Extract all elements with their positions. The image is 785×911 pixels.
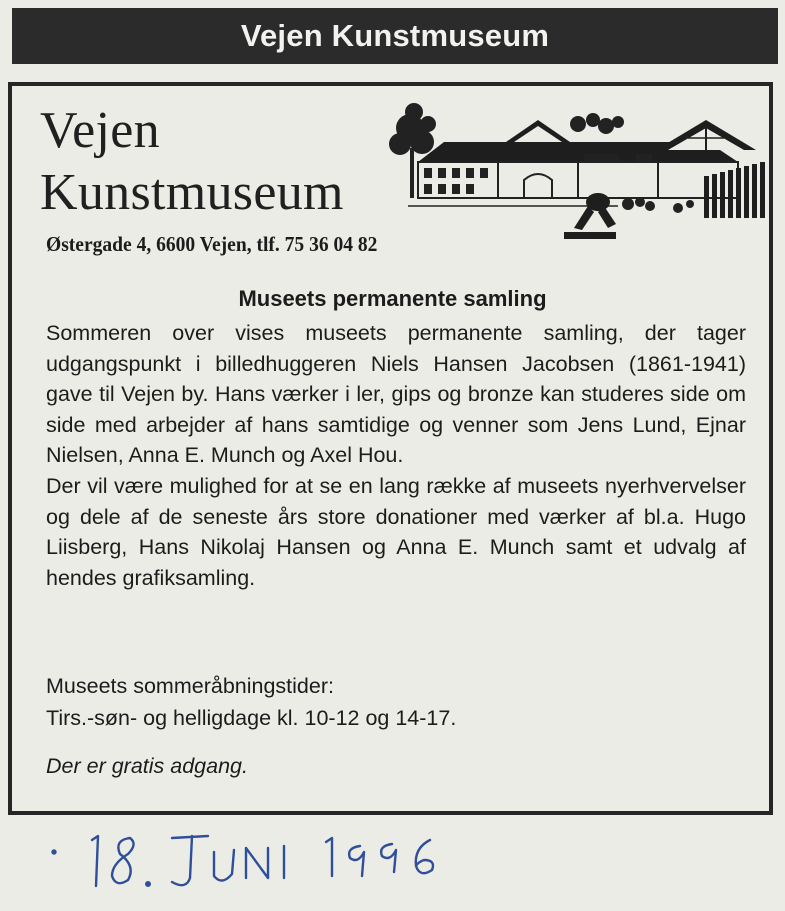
opening-hours-label: Museets sommeråbningstider: (46, 674, 334, 698)
handwritten-date (40, 826, 460, 896)
masthead (40, 100, 344, 224)
museum-building-drawing-icon (388, 98, 766, 248)
masthead-line2: Kunstmuseum (40, 164, 344, 221)
paragraph-collection: Sommeren over vises museets permanente samling, der tager udgangspunkt i billedhuggeren Niels Hansen Jacobsen (1861-1941) gave til Vejen by. Hans værker i ler, gips og bronze kan studeres side om side med arbejder af hans samtidige og venner som Jens Lund, Ejnar Nielsen, Anna E. Munch og Axel Hou. (46, 321, 746, 468)
header-bar (12, 8, 778, 64)
address-line: Østergade 4, 6600 Vejen, tlf. 75 36 04 82 (46, 232, 378, 256)
masthead-line1: Vejen (40, 102, 160, 159)
opening-hours-value: Tirs.-søn- og helligdage kl. 10-12 og 14-17. (46, 706, 457, 730)
admission-note: Der er gratis adgang. (46, 754, 248, 778)
paragraph-acquisitions: Der vil være mulighed for at se en lang række af museets nyerhvervelser og dele af de seneste års store donationer med værker af bl.a. Hugo Liisberg, Hans Nikolaj Hansen og Anna E. Munch samt et udvalg af hendes grafiksamling. (46, 473, 746, 590)
article-body (46, 318, 746, 593)
header-title: Vejen Kunstmuseum (240, 18, 550, 53)
section-title: Museets permanente samling (238, 286, 547, 311)
